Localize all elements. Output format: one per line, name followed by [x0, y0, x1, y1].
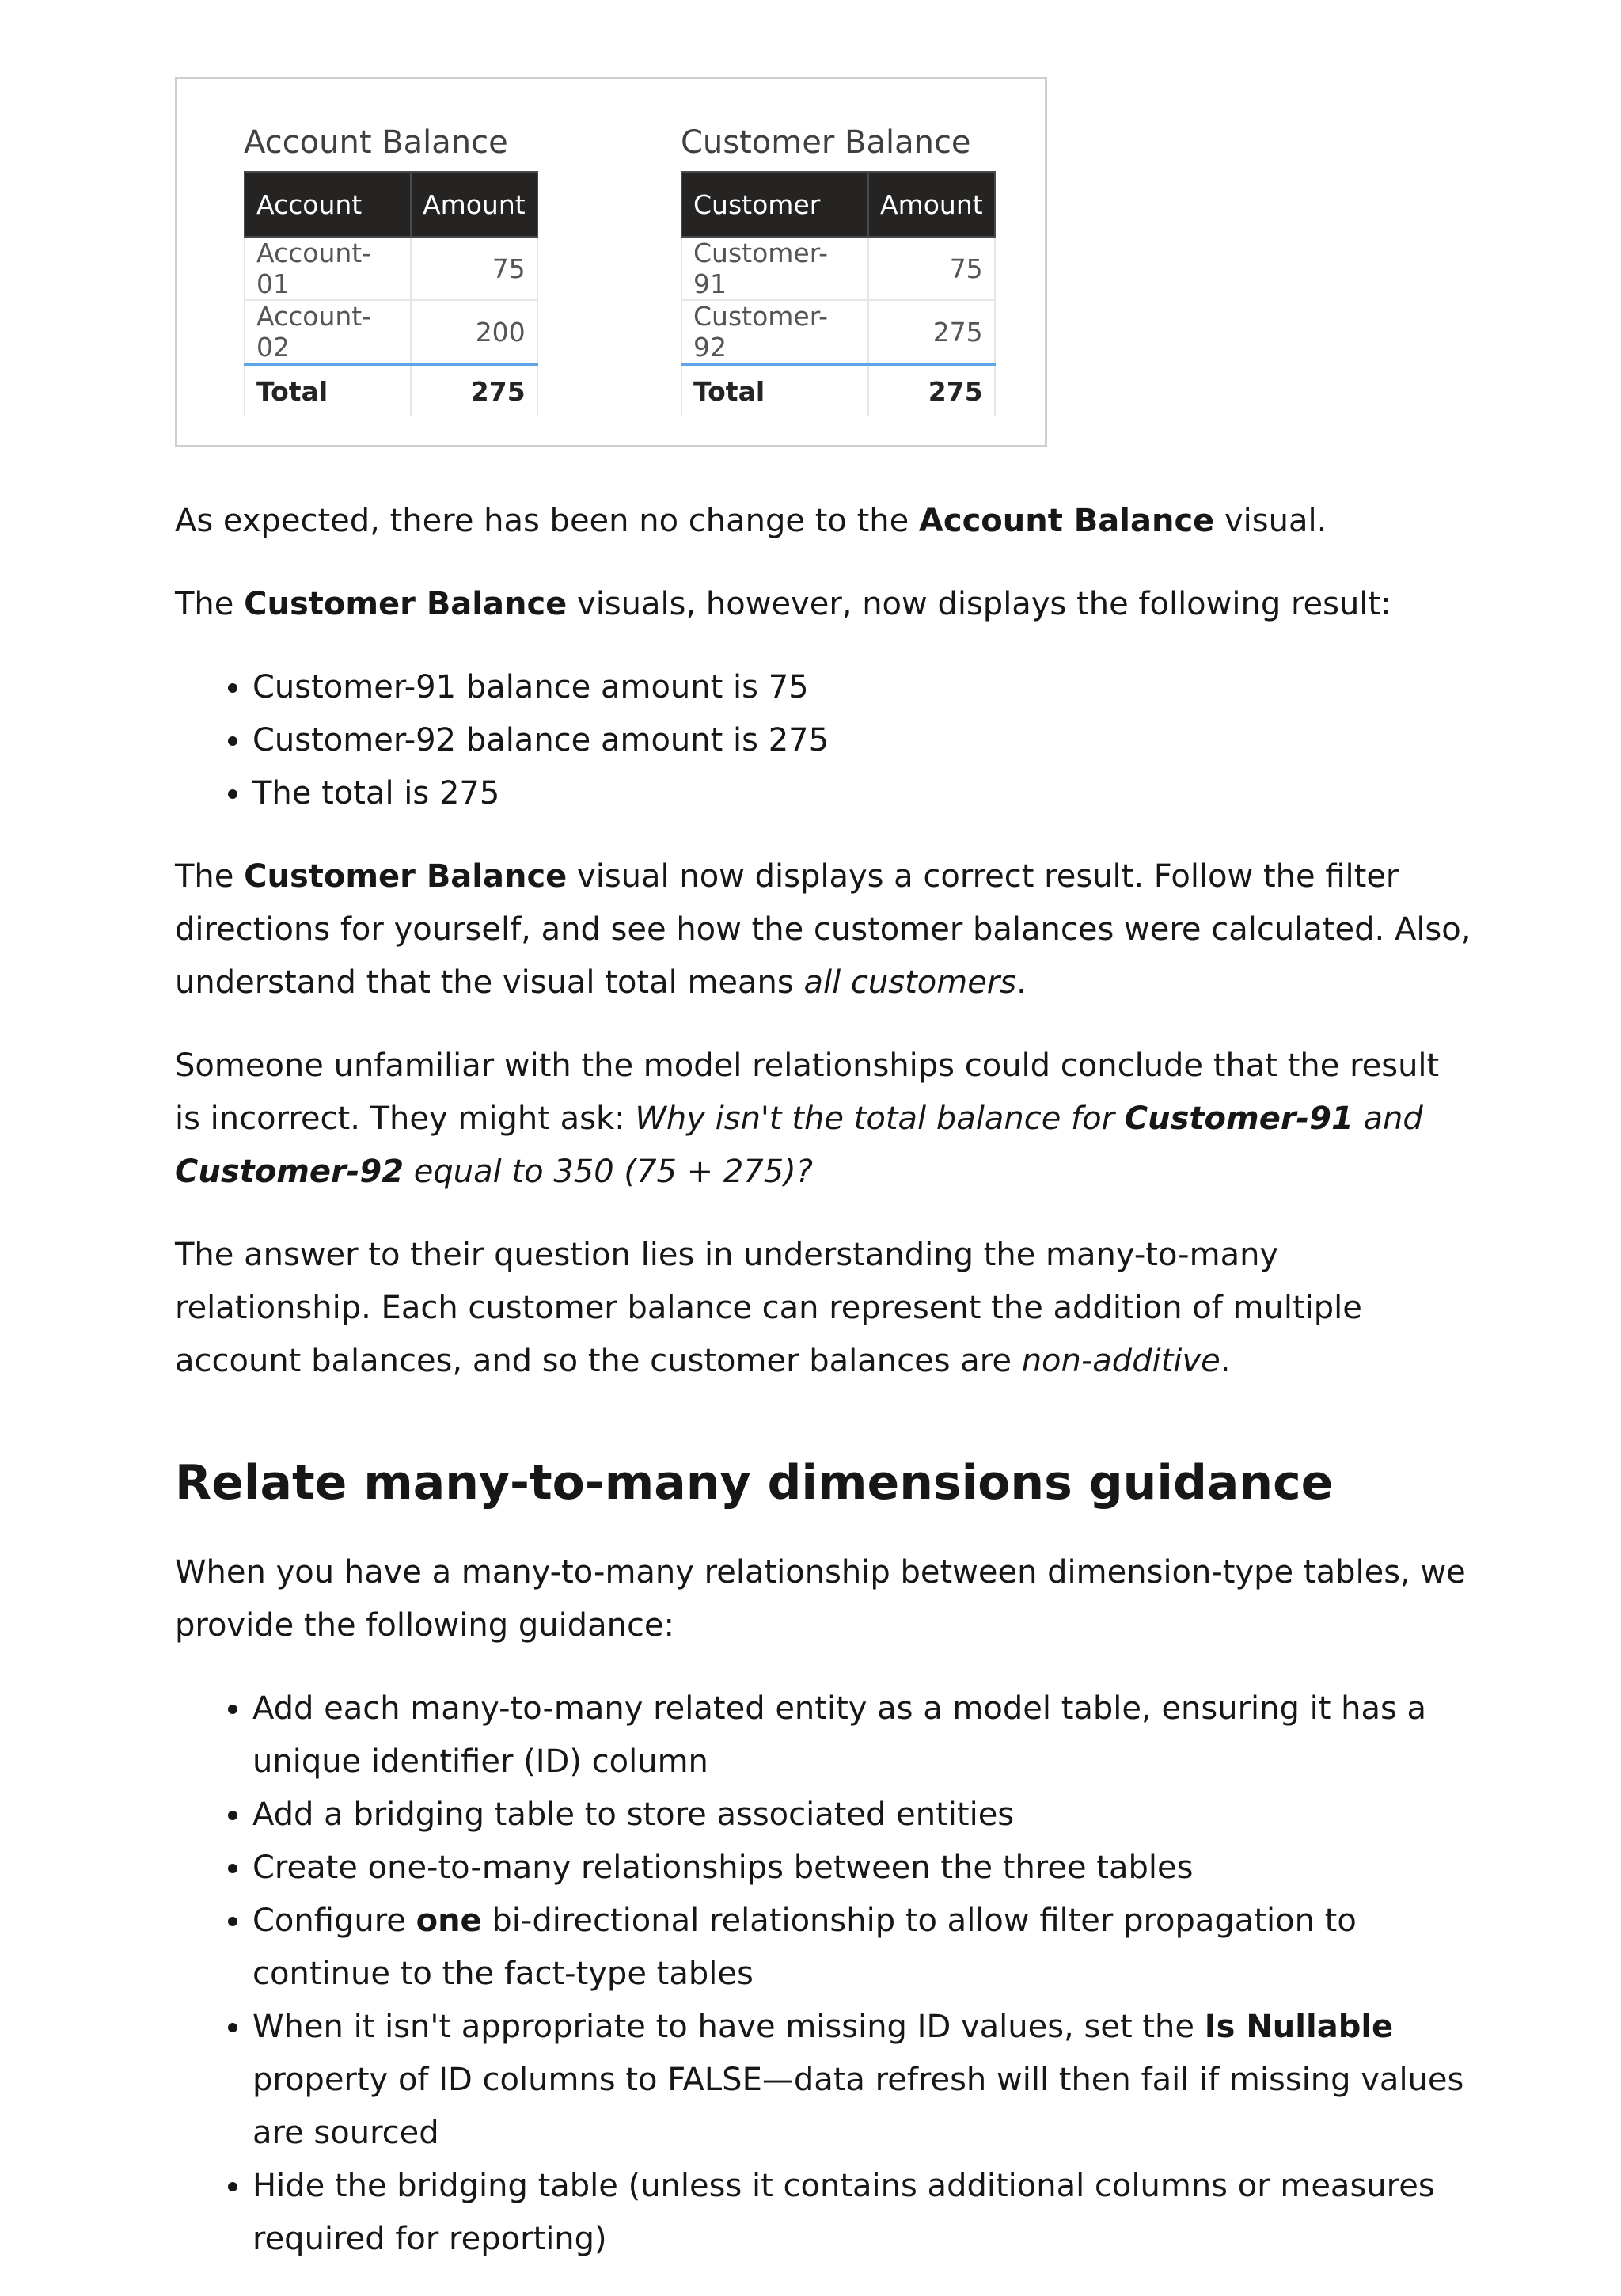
customer-balance-visual: [681, 124, 996, 416]
total-amount: 275: [411, 364, 537, 416]
cell-amount: 200: [411, 300, 537, 364]
column-header-amount[interactable]: Amount: [411, 172, 537, 237]
column-header-amount[interactable]: Amount: [868, 172, 995, 237]
paragraph-correct-result: [175, 850, 1473, 1009]
text-span: .: [1220, 1343, 1231, 1379]
bold-text: Customer Balance: [244, 586, 568, 622]
total-label: Total: [681, 364, 868, 416]
account-balance-table: [244, 171, 538, 416]
text-span: The: [175, 858, 245, 895]
cell-amount: 75: [411, 237, 537, 300]
bold-italic-text: Customer-92: [175, 1154, 404, 1190]
text-span: Someone unfamiliar with the model relationships could conclude that the result is incorrect. They might ask:: [175, 1047, 1440, 1137]
italic-text: and: [1353, 1100, 1423, 1137]
article-content: [175, 495, 1473, 2296]
customer-balance-title: Customer Balance: [681, 124, 971, 161]
paragraph-answer: [175, 1229, 1473, 1388]
bold-text: one: [416, 1903, 482, 1939]
account-balance-title: Account Balance: [244, 124, 508, 161]
table-header-row: [245, 172, 537, 237]
list-item: [252, 2001, 1473, 2160]
text-span: The: [175, 586, 245, 622]
italic-text: Why isn't the total balance for: [635, 1100, 1125, 1137]
column-header-account[interactable]: Account: [245, 172, 411, 237]
cell-account: Account-01: [245, 237, 411, 300]
cell-account: Account-02: [245, 300, 411, 364]
bold-italic-text: Customer-91: [1124, 1100, 1353, 1137]
table-total-row: [245, 364, 537, 416]
account-balance-visual: [244, 124, 538, 416]
bold-text: Account Balance: [918, 503, 1215, 539]
list-item: • Hide the bridging table (unless it contains additional columns or measures required for reporting): [252, 2160, 1473, 2266]
balance-visuals-figure: [175, 77, 1047, 447]
total-amount: 275: [868, 364, 995, 416]
cell-customer: Customer-92: [681, 300, 868, 364]
text-span: .: [1016, 964, 1027, 1001]
cell-amount: 275: [868, 300, 995, 364]
table-total-row: [681, 364, 995, 416]
table-row: [681, 237, 995, 300]
paragraph-customer-balance-result: [175, 578, 1473, 631]
list-item: [252, 1895, 1473, 2001]
italic-text: equal to 350 (75 + 275)?: [404, 1154, 814, 1190]
table-header-row: [681, 172, 995, 237]
text-span: property of ID columns to FALSE—data refresh will then fail if missing values are sourced: [252, 2062, 1464, 2151]
list-item: • Customer-92 balance amount is 275: [252, 714, 1473, 767]
table-row: [245, 237, 537, 300]
list-item: • The total is 275: [252, 767, 1473, 820]
italic-text: non-additive: [1021, 1343, 1220, 1379]
text-span: bi-directional relationship to allow filter propagation to continue to the fact-type tables: [252, 1903, 1357, 1992]
list-item: • Add each many-to-many related entity as a model table, ensuring it has a unique identifier (ID) column: [252, 1682, 1473, 1789]
text-span: As expected, there has been no change to the: [175, 503, 919, 539]
table-row: [681, 300, 995, 364]
text-span: visual now displays a correct result. Follow the filter directions for yourself, and see how the customer balances were calculated. Also, understand that the visual total means: [175, 858, 1471, 1001]
bold-text: Is Nullable: [1204, 2009, 1394, 2045]
total-label: Total: [245, 364, 411, 416]
paragraph-guidance-intro: When you have a many-to-many relationship between dimension-type tables, we provide the following guidance:: [175, 1554, 1466, 1644]
paragraph-unfamiliar-question: [175, 1040, 1473, 1199]
text-span: Configure: [252, 1903, 416, 1939]
cell-customer: Customer-91: [681, 237, 868, 300]
cell-amount: 75: [868, 237, 995, 300]
paragraph-account-balance-unchanged: [175, 495, 1473, 548]
section-heading: Relate many-to-many dimensions guidance: [175, 1455, 1334, 1511]
text-span: visuals, however, now displays the following result:: [567, 586, 1391, 622]
table-row: [245, 300, 537, 364]
list-item: • Customer-91 balance amount is 75: [252, 661, 1473, 714]
column-header-customer[interactable]: Customer: [681, 172, 868, 237]
list-item: • Create one-to-many relationships between the three tables: [252, 1842, 1473, 1895]
result-list: [175, 661, 1473, 820]
text-span: visual.: [1214, 503, 1327, 539]
guidance-list: [175, 1682, 1473, 2266]
italic-text: all customers: [803, 964, 1017, 1001]
text-span: When it isn't appropriate to have missing ID values, set the: [252, 2009, 1205, 2045]
customer-balance-table: [681, 171, 996, 416]
list-item: • Add a bridging table to store associated entities: [252, 1789, 1473, 1842]
bold-text: Customer Balance: [244, 858, 568, 895]
text-span: The answer to their question lies in understanding the many-to-many relationship. Each customer balance can represent the addition of multiple account balances, and so the customer balances are: [175, 1237, 1362, 1379]
